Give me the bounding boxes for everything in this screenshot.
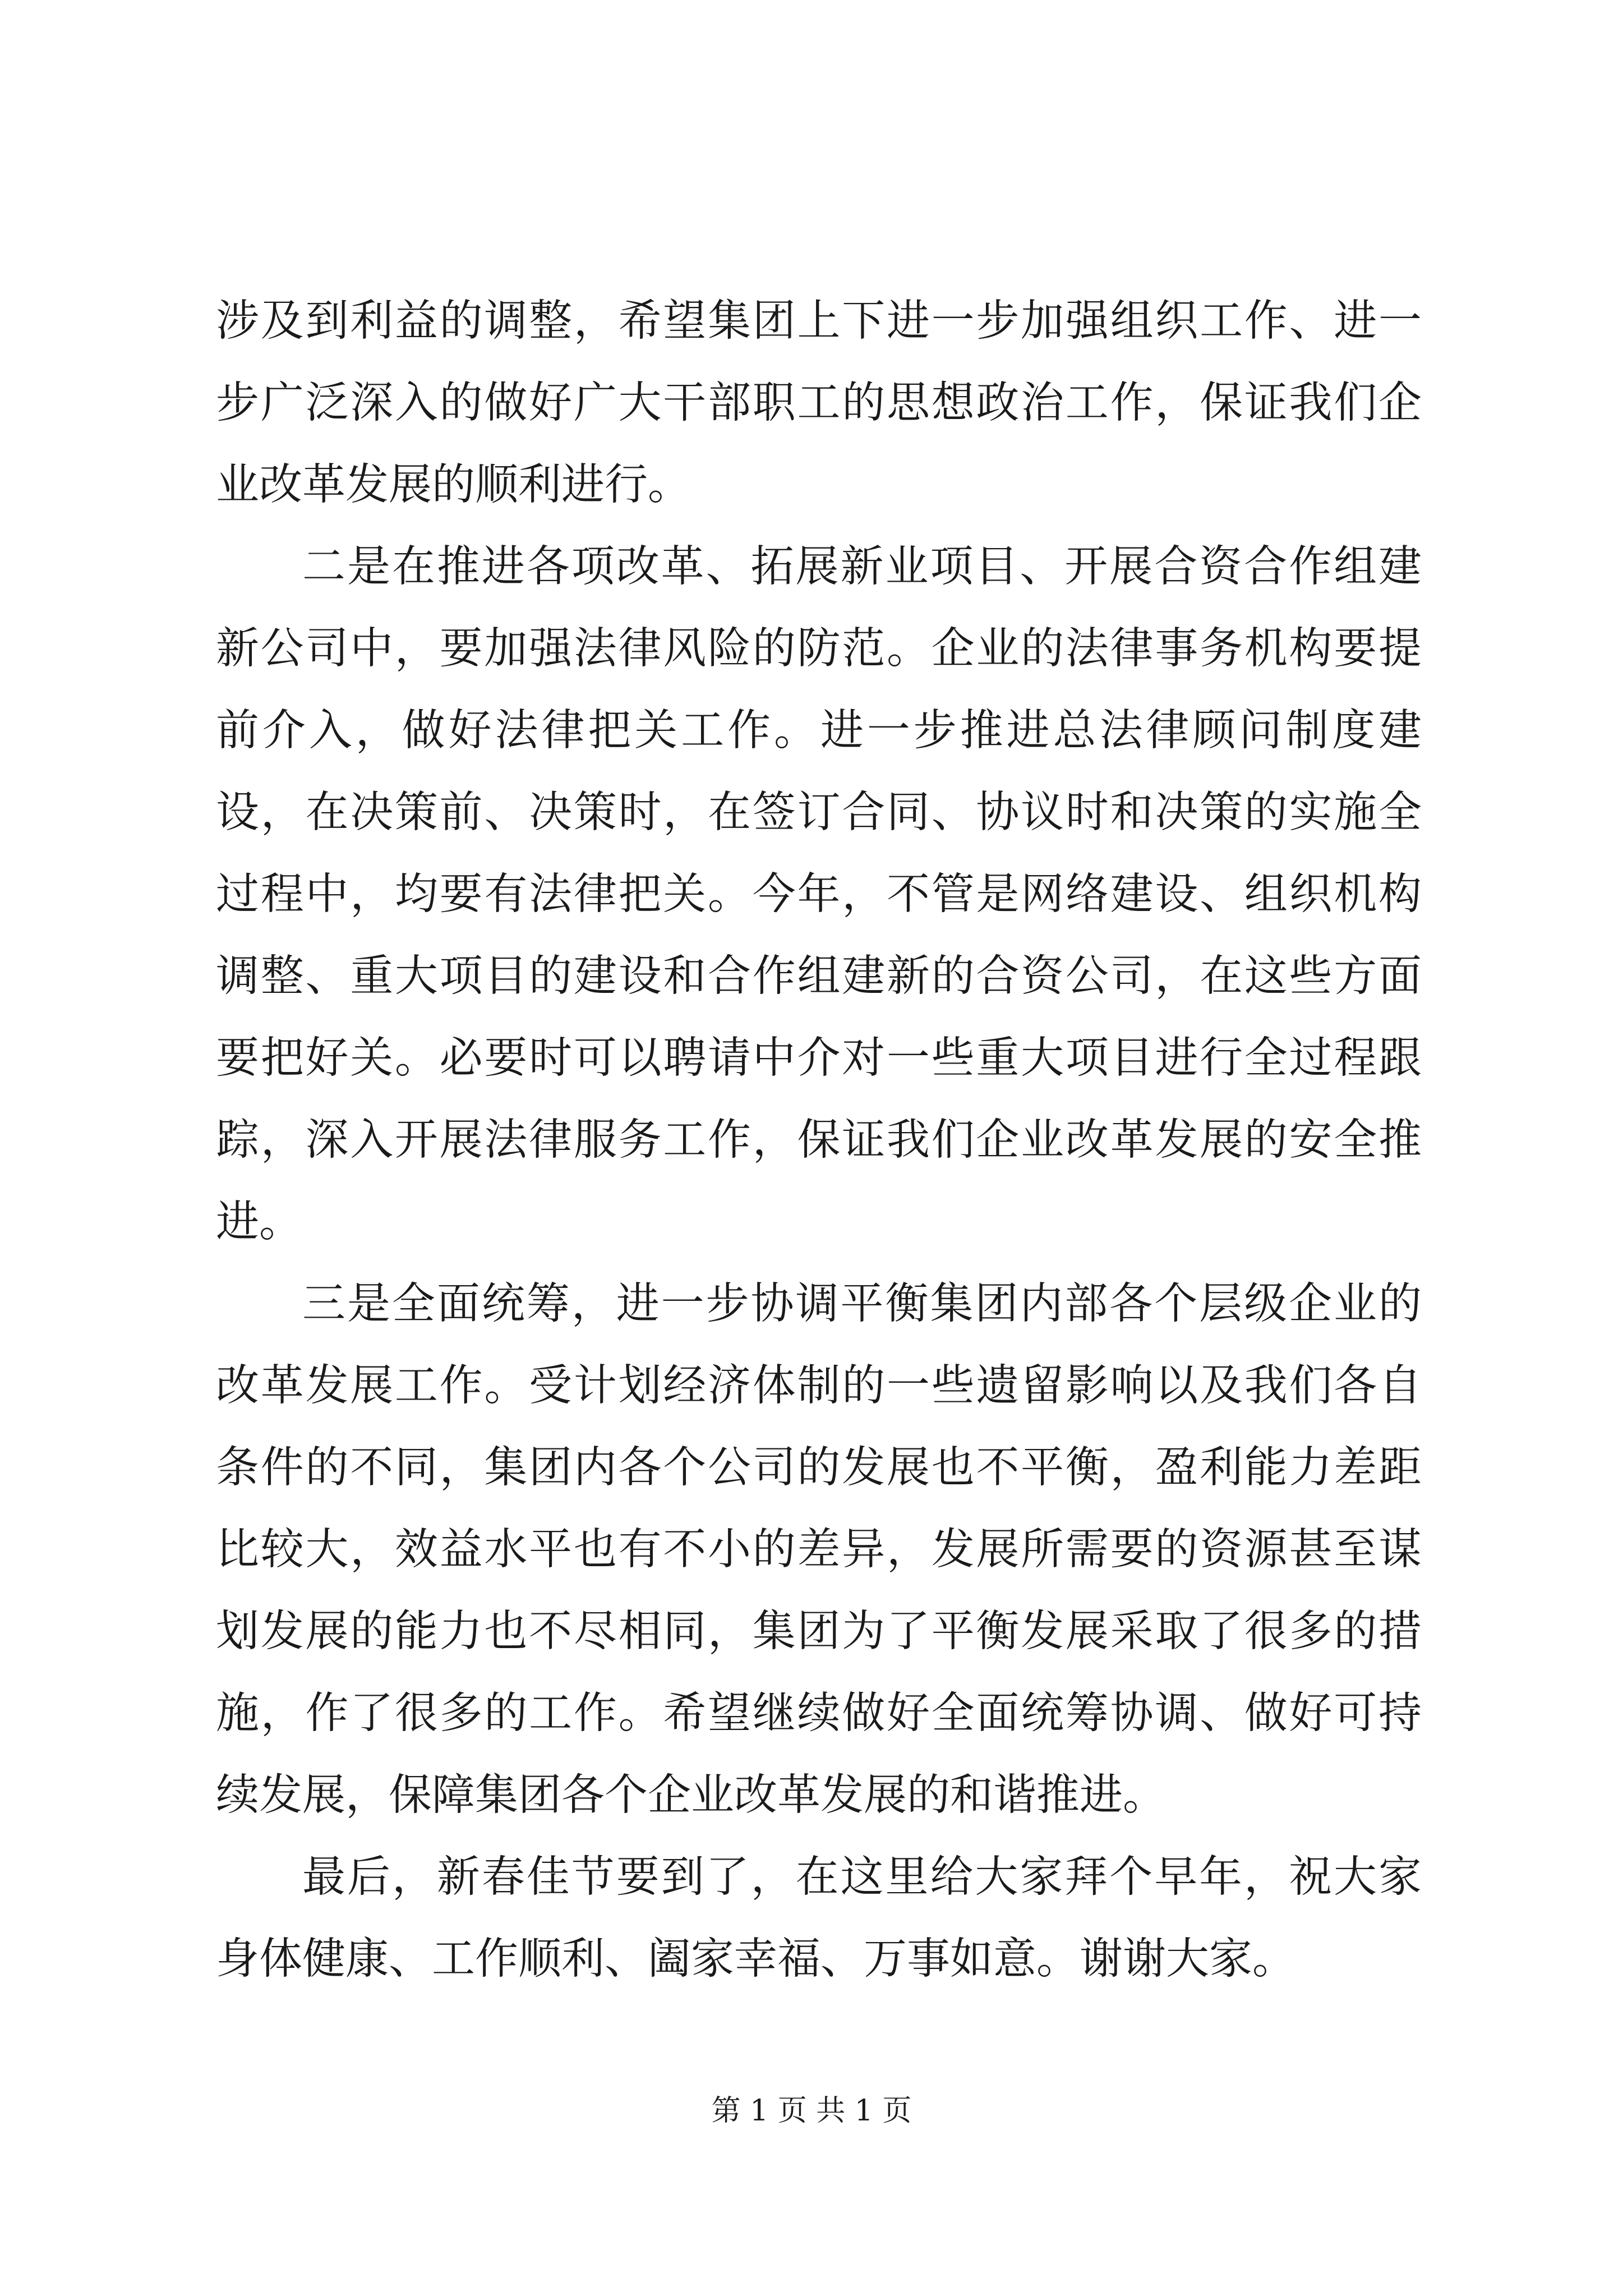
paragraph-2: 二是在推进各项改革、拓展新业项目、开展合资合作组建新公司中，要加强法律风险的防范。企业的法律事务机构要提前介入，做好法律把关工作。进一步推进总法律顾问制度建设，在决策前、决策时，在签订合同、协议时和决策的实施全过程中，均要有法律把关。今年，不管是网络建设、组织机构调整、重大项目的建设和合作组建新的合资公司，在这些方面要把好关。必要时可以聘请中介对一些重大项目进行全过程跟踪，深入开展法律服务工作，保证我们企业改革发展的安全推进。 — [216, 542, 1422, 1247]
paragraph-1: 涉及到利益的调整，希望集团上下进一步加强组织工作、进一步广泛深入的做好广大干部职工的思想政治工作，保证我们企业改革发展的顺利进行。 — [216, 296, 1422, 510]
document-body — [216, 280, 1422, 2000]
paragraph-4: 最后，新春佳节要到了，在这里给大家拜个早年，祝大家身体健康、工作顺利、阖家幸福、万事如意。谢谢大家。 — [216, 1852, 1422, 1984]
page-number-footer: 第 1 页 共 1 页 — [711, 2094, 912, 2128]
paragraph-3: 三是全面统筹，进一步协调平衡集团内部各个层级企业的改革发展工作。受计划经济体制的一些遗留影响以及我们各自条件的不同，集团内各个公司的发展也不平衡，盈利能力差距比较大，效益水平也有不小的差异，发展所需要的资源甚至谋划发展的能力也不尽相同，集团为了平衡发展采取了很多的措施，作了很多的工作。希望继续做好全面统筹协调、做好可持续发展，保障集团各个企业改革发展的和谐推进。 — [216, 1279, 1422, 1820]
